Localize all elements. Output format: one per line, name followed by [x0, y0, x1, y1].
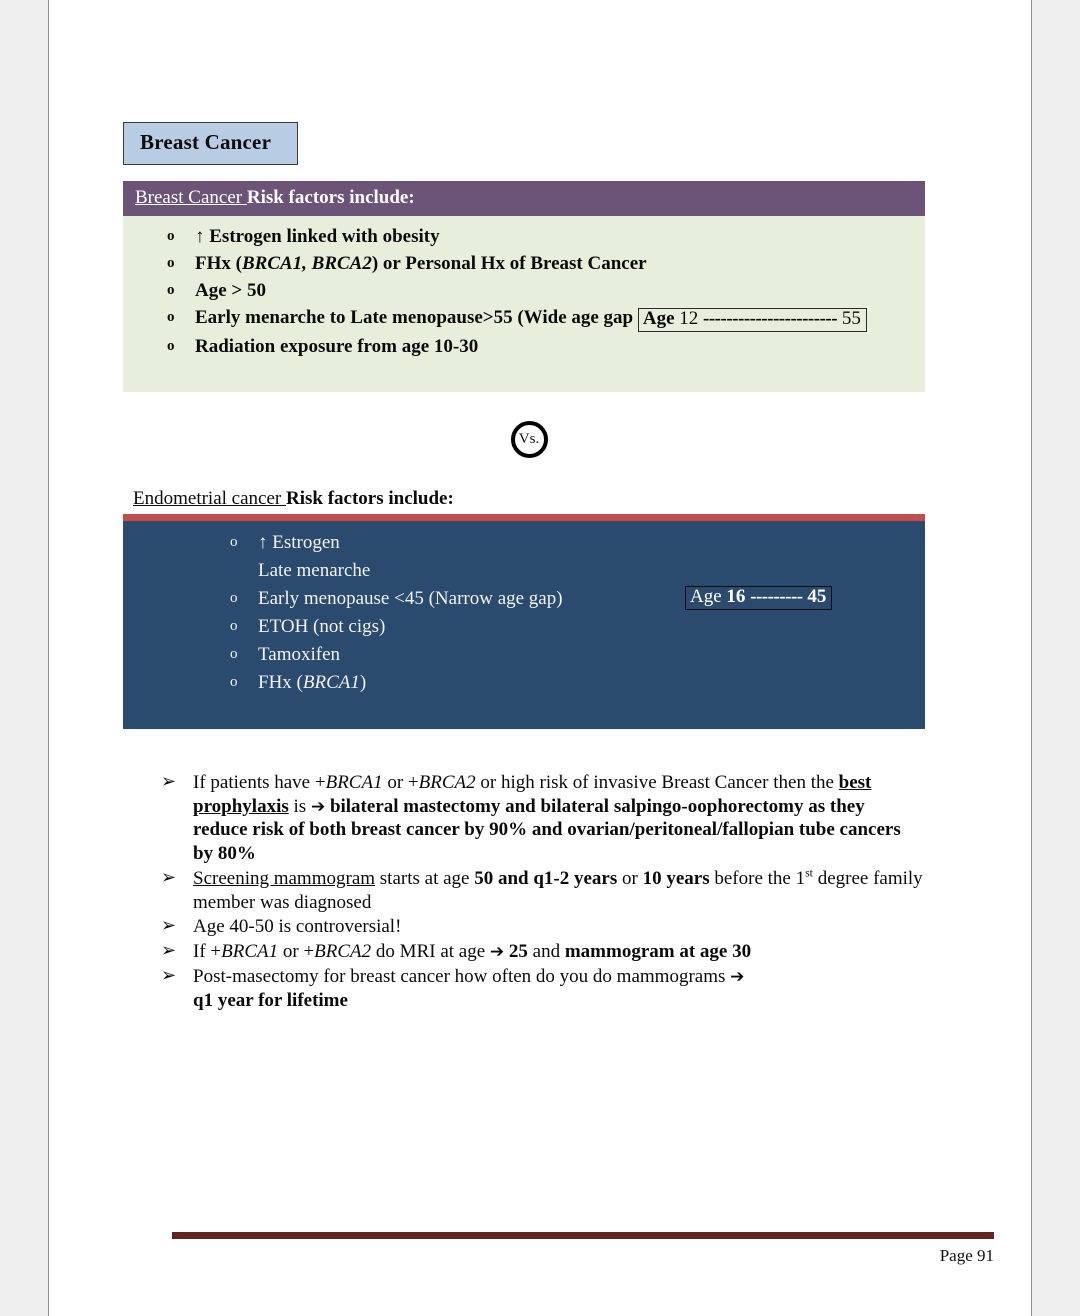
list-item — [123, 643, 925, 667]
note-text-part: starts at age — [375, 867, 475, 889]
note-text-part: or + — [382, 771, 419, 793]
list-item — [123, 252, 925, 276]
list-item — [123, 279, 925, 303]
footer-divider — [172, 1232, 994, 1239]
list-item-suffix: ) — [359, 671, 367, 693]
bullet-marker: o — [230, 589, 238, 606]
note-text-bold: 25 — [504, 941, 528, 963]
age-range-end: 45 — [807, 585, 827, 607]
age-range-label: Age — [690, 585, 722, 607]
endometrial-cancer-block — [123, 488, 925, 729]
list-item — [123, 225, 925, 249]
age-range-dashes: --------- — [750, 585, 803, 607]
list-item — [123, 615, 925, 639]
list-item-postmastectomy — [123, 965, 923, 1013]
age-range-box-breast — [638, 308, 867, 332]
note-text-part: and — [527, 941, 565, 963]
gene-name: BRCA1, BRCA2 — [241, 252, 372, 274]
list-item — [123, 587, 925, 611]
list-item — [123, 531, 925, 555]
clinical-notes-list — [123, 771, 923, 1013]
note-text-bold: 10 years — [642, 867, 710, 889]
list-item — [123, 306, 925, 332]
list-item-label: Age > 50 — [195, 279, 266, 301]
right-arrow-icon: ➔ — [310, 796, 326, 817]
note-text-bold: bilateral mastectomy and bilateral salpingo-oophorectomy as they reduce risk of both breast cancer by 90% and ovarian/peritoneal/fallopian tube cancers by 80% — [193, 795, 901, 865]
bullet-marker: o — [230, 645, 238, 662]
bullet-marker: o — [230, 533, 238, 550]
term-screening-mammogram: Screening mammogram — [193, 867, 376, 889]
gene-name: BRCA2 — [314, 941, 372, 963]
note-text-part: or high risk of invasive Breast Cancer then the — [475, 771, 839, 793]
breast-cancer-body — [123, 216, 925, 392]
list-item-label: Radiation exposure from age 10-30 — [195, 335, 479, 357]
vs-circle-icon: Vs. — [511, 421, 548, 458]
note-text-part: degree family member was diagnosed — [193, 867, 923, 913]
bullet-marker: o — [167, 227, 175, 244]
page-gutter-right — [1031, 0, 1080, 1316]
document-page — [49, 0, 1031, 1316]
list-item — [123, 559, 925, 583]
bullet-marker: o — [167, 337, 175, 354]
gene-name: BRCA1 — [302, 671, 360, 693]
age-range-dashes: ----------------------- — [703, 307, 838, 329]
note-text-part: is — [288, 795, 311, 817]
note-text-part: Age 40-50 is controversial! — [193, 916, 402, 938]
list-item — [123, 671, 925, 695]
endometrial-cancer-risk-list — [123, 531, 925, 695]
note-text-part: If + — [193, 941, 222, 963]
endometrial-cancer-heading-label: Risk factors include: — [285, 487, 454, 509]
age-range-start: 12 — [679, 307, 699, 329]
gene-name: BRCA2 — [418, 771, 476, 793]
list-item-controversial — [123, 915, 923, 939]
list-item-prefix: FHx ( — [258, 671, 303, 693]
list-item-screening — [123, 867, 923, 915]
bullet-marker: o — [230, 617, 238, 634]
breast-cancer-heading-label: Risk factors include: — [246, 187, 415, 208]
note-text-part: If patients have + — [193, 771, 326, 793]
page-number: Page 91 — [939, 1246, 994, 1265]
page-title: Breast Cancer — [123, 122, 298, 165]
page-gutter-left — [0, 0, 49, 1316]
right-arrow-icon: ➔ — [730, 966, 745, 987]
arrow-bullet-icon: ➢ — [161, 915, 177, 937]
page-content — [123, 0, 945, 1013]
right-arrow-icon: ➔ — [489, 942, 505, 963]
age-range-start: 16 — [726, 585, 746, 607]
note-text-part: or + — [278, 941, 315, 963]
list-item-label: ↑ Estrogen — [258, 531, 340, 553]
age-range-box-endometrial — [685, 586, 832, 610]
breast-cancer-block — [123, 181, 925, 392]
note-text-bold: mammogram at age 30 — [564, 941, 752, 963]
bullet-marker: o — [167, 308, 175, 325]
bullet-marker: o — [167, 281, 175, 298]
list-item-mri — [123, 940, 923, 964]
note-text-part: before the 1 — [709, 867, 806, 889]
list-item-label: Tamoxifen — [258, 643, 341, 665]
breast-cancer-risk-list — [123, 225, 925, 359]
page-footer — [172, 1232, 994, 1266]
list-item-label: ETOH (not cigs) — [258, 615, 386, 637]
arrow-bullet-icon: ➢ — [161, 940, 177, 962]
note-text-part: do MRI at age — [371, 941, 490, 963]
breast-cancer-heading-subject: Breast Cancer — [135, 187, 247, 208]
list-item-label: Early menarche to Late menopause>55 (Wide age gap — [195, 306, 634, 328]
arrow-bullet-icon: ➢ — [161, 866, 177, 888]
emphasis-best-prophylaxis: best prophylaxis — [193, 771, 872, 817]
versus-separator — [123, 421, 925, 458]
ordinal-suffix: st — [805, 866, 813, 880]
note-text-bold: q1 year for lifetime — [193, 989, 348, 1011]
note-text-bold: 50 and q1-2 years — [474, 867, 618, 889]
list-item — [123, 335, 925, 359]
endometrial-cancer-body — [123, 514, 925, 729]
endometrial-cancer-heading — [123, 488, 925, 514]
endometrial-cancer-heading-subject: Endometrial cancer — [133, 487, 286, 509]
note-text-part: Post-masectomy for breast cancer how often do you do mammograms — [193, 965, 731, 987]
breast-cancer-heading — [123, 181, 925, 216]
list-item-label: Early menopause <45 (Narrow age gap) — [258, 587, 563, 609]
list-item-suffix: ) or Personal Hx of Breast Cancer — [371, 252, 647, 274]
list-item-label: ↑ Estrogen linked with obesity — [195, 225, 440, 247]
list-item-prophylaxis — [123, 771, 923, 866]
gene-name: BRCA1 — [325, 771, 383, 793]
gene-name: BRCA1 — [221, 941, 279, 963]
age-range-label: Age — [642, 307, 675, 329]
arrow-bullet-icon: ➢ — [161, 770, 177, 792]
age-range-end: 55 — [841, 307, 861, 329]
bullet-marker: o — [167, 254, 175, 271]
note-text-part: or — [617, 867, 643, 889]
list-item-label: Late menarche — [258, 559, 371, 581]
list-item-prefix: FHx ( — [195, 252, 242, 274]
bullet-marker: o — [230, 673, 238, 690]
arrow-bullet-icon: ➢ — [161, 964, 177, 986]
